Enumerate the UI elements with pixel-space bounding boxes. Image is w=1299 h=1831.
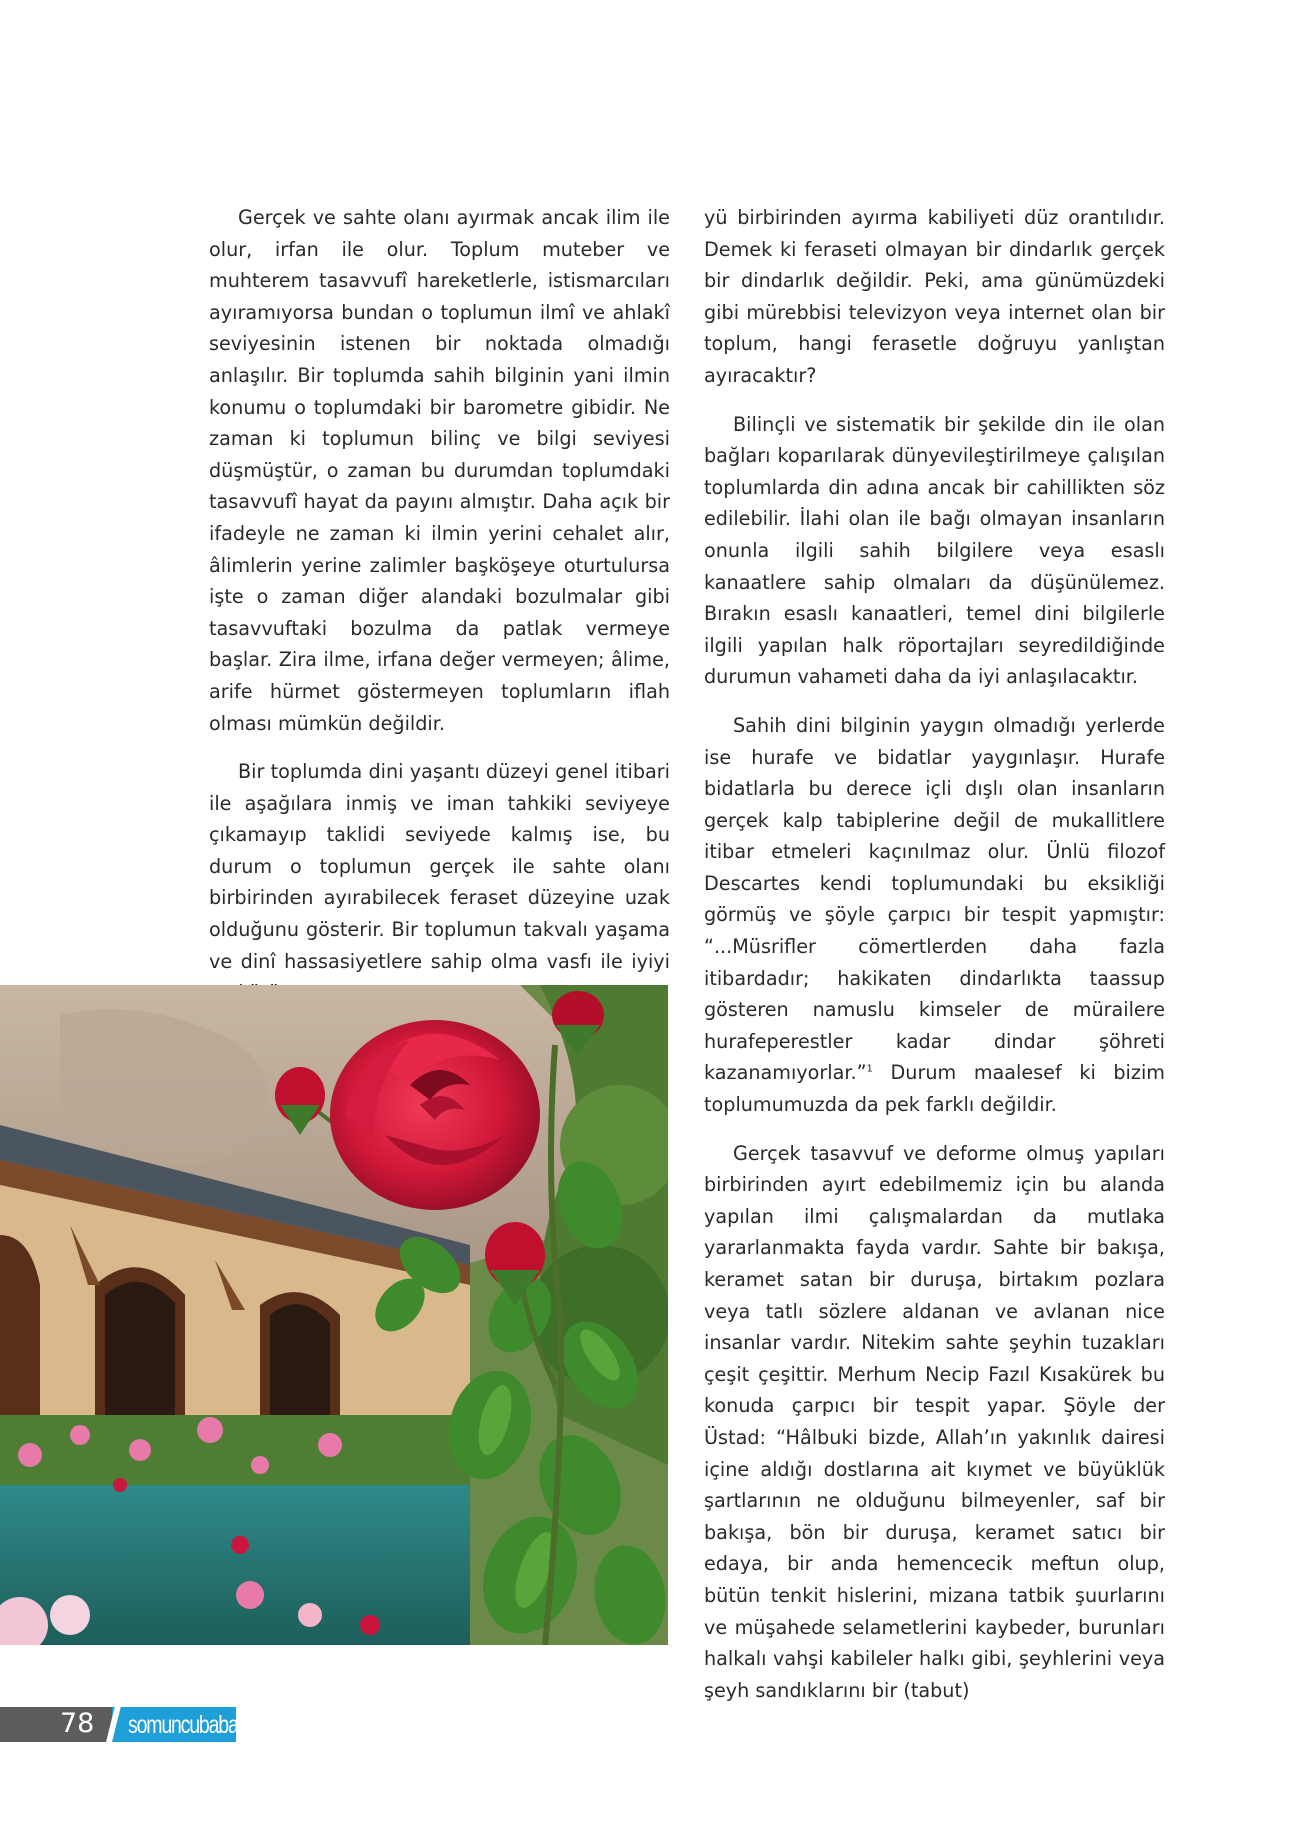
paragraph-text: Durum maalesef ki bizim toplumumuzda da pek farklı değildir. [704,1061,1165,1117]
paragraph-text: Sahih dini bilginin yaygın olmadığı yerlerde ise hurafe ve bidatlar yaygınlaşır. Hurafe bidatlarla bu derece içli dışlı olan insanların gerçek kalp tabiplerine değil de mukallitlere itibar etmeleri kaçınılmaz olur. Ünlü filozof Descartes kendi toplumundaki bu eksikliği görmüş ve şöyle çarpıcı bir tespit yapmıştır: “...Müsrifler cömertlerden daha fazla itibardadır; hakikaten dindarlıkta taassup gösteren namuslu kimseler de mürailere hurafeperestler kadar dindar şöhreti kazanamıyorlar.” [704,713,1165,1085]
footer-bar [0,1707,116,1742]
footnote-marker[interactable]: 1 [866,1064,873,1076]
rose-garden-photo [0,985,668,1645]
paragraph: Gerçek ve sahte olanı ayırmak ancak ilim ile olur, irfan ile olur. Toplum muteber ve muhterem tasavvufî hareketlerle, istismarcıları ayıramıyorsa bundan o toplumun ilmî ve ahlakî seviyesinin istenen bir noktada olmadığı anlaşılır. Bir toplumda sahih bilginin yani ilmin konumu o toplumdaki bir barometre gibidir. Ne zaman ki toplumun bilinç ve bilgi seviyesi düşmüştür, o zaman bu durumdan toplumdaki tasavvufî hayat da payını almıştır. Daha açık bir ifadeyle ne zaman ki ilmin yerini cehalet alır, âlimlerin yerine zalimler başköşeye oturtulursa işte o zaman diğer alandaki bozulmalar gibi tasavvuftaki bozulma da patlak vermeye başlar. Zira ilme, irfana değer vermeyen; âlime, arife hürmet göstermeyen toplumların iflah olması mümkün değildir. [209,206,670,735]
text-column-left [209,202,670,1026]
page-number: 78 [60,1708,95,1739]
brand-logo: somuncubaba [128,1711,238,1739]
paragraph: Bilinçli ve sistematik bir şekilde din ile olan bağları koparılarak dünyevileştirilmeye çalışılan toplumlarda din adına ancak bir cahillikten söz edilebilir. İlahi olan ile bağı olmayan insanların onunla ilgili sahih bilgilere veya esaslı kanaatlere sahip olmaları da düşünülemez. Bırakın esaslı kanaatleri, temel dini bilgilerle ilgili yapılan halk röportajları seyredildiğinde durumun vahameti daha da iyi anlaşılacaktır. [704,412,1165,689]
paragraph: yü birbirinden ayırma kabiliyeti düz orantılıdır. Demek ki feraseti olmayan bir dindarlık gerçek bir dindarlık değildir. Peki, ama günümüzdeki gibi mürebbisi televizyon veya internet olan bir toplum, hangi ferasetle doğruyu yanlıştan ayıracaktır? [704,206,1165,387]
paragraph [704,710,1165,1121]
paragraph: Gerçek tasavvuf ve deforme olmuş yapıları birbirinden ayırt edebilmemiz için bu alanda yapılan ilmi çalışmalardan da mutlaka yararlanmakta fayda vardır. Sahte bir bakışa, keramet satan bir duruşa, birtakım pozlara veya tatlı sözlere aldanan ve avlanan nice insanlar vardır. Nitekim sahte şeyhin tuzakları çeşit çeşittir. Merhum Necip Fazıl Kısakürek bu konuda çarpıcı bir tespit yapar. Şöyle der Üstad: “Hâlbuki bizde, Allah’ın yakınlık dairesi içine aldığı dostlarına ait kıymet ve büyüklük şartlarının ne olduğunu bilmeyenler, saf bir bakışa, bön bir duruşa, keramet satıcı bir edaya, bir anda hemencecik meftun olup, bütün tenkit hislerini, mizana tatbik şuurlarını ve müşahede selametlerini kaybeder, burunları halkalı vahşi kabileler halkı gibi, şeyhlerini veya şeyh sandıklarını bir (tabut) [704,1141,1165,1702]
paragraph: Bir toplumda dini yaşantı düzeyi genel itibari ile aşağılara inmiş ve iman tahkiki seviyeye çıkamayıp taklidi seviyede kalmış ise, bu durum o toplumun gerçek ile sahte olanı birbirinden ayırabilecek feraset düzeyine uzak olduğunu gösterir. Bir toplumun takvalı yaşama ve dinî hassasiyetlere sahip olma vasfı ile iyiyi [209,760,670,973]
text-column-right [704,202,1165,1723]
